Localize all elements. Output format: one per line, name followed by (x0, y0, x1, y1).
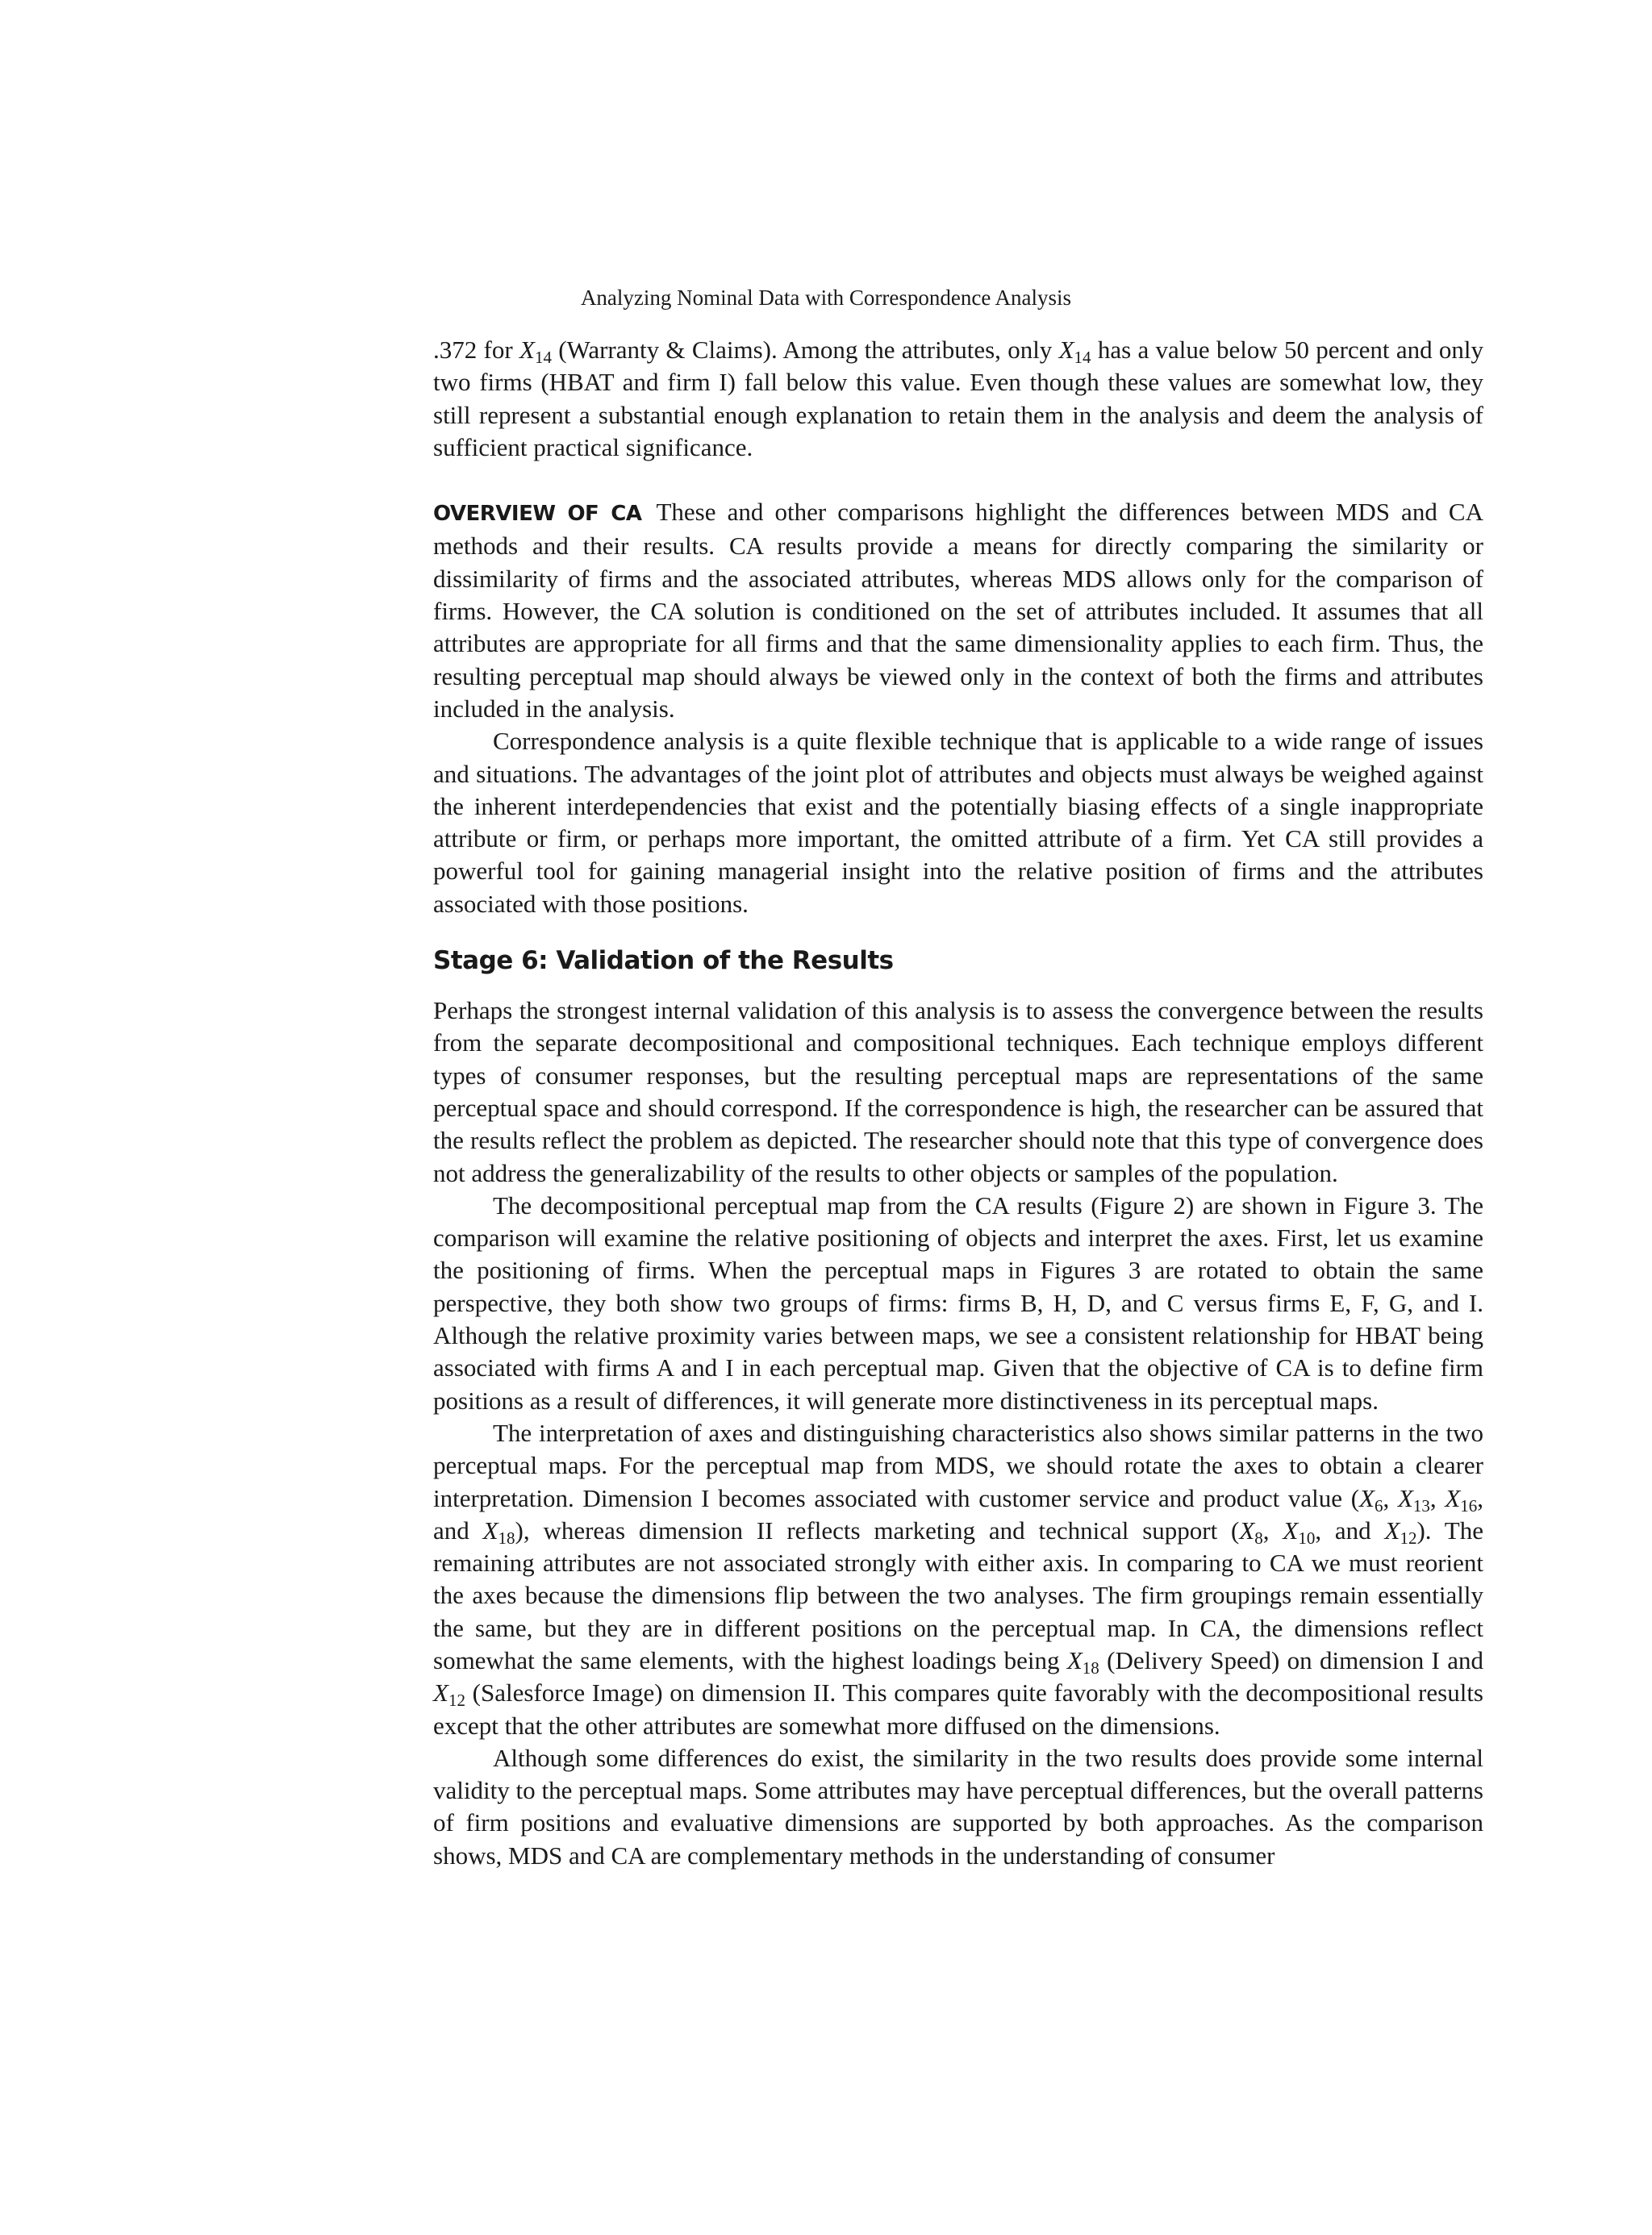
paragraph-continuation: .372 for $X_{14}$ (Warranty & Claims). Among the attributes, only $X_{14}$ has a value below 50 percent and only two firms (HBAT and firm I) fall below this value. Even though these values are somewhat low, they still represent a substantial enough explanation to retain them in the analysis and deem the analysis of sufficient practical significance. (433, 336, 1483, 461)
paragraph-overview (433, 496, 1483, 725)
overview-text: These and other comparisons highlight the differences between MDS and CA methods and their results. CA results provide a means for directly comparing the similarity or dissimilarity of firms and the associated attributes, whereas MDS allows only for the comparison of firms. However, the CA solution is conditioned on the set of attributes included. It assumes that all attributes are appropriate for all firms and that the same dimensionality applies to each firm. Thus, the resulting perceptual map should always be viewed only in the context of both the firms and attributes included in the analysis. (433, 498, 1483, 723)
paragraph-conclusion: Although some differences do exist, the similarity in the two results does provide some internal validity to the perceptual maps. Some attributes may have perceptual differences, but the overall patterns of firm positions and evaluative dimensions are supported by both approaches. As the comparison shows, MDS and CA are complementary methods in the understanding of consumer (433, 1743, 1483, 1870)
page-body (433, 334, 1483, 1872)
paragraph-validation: Perhaps the strongest internal validation of this analysis is to assess the convergence between the results from the separate decompositional and compositional techniques. Each technique employs different types of consumer responses, but the resulting perceptual maps are representations of the same perceptual space and should correspond. If the correspondence is high, the researcher can be assured that the results reflect the problem as depicted. The researcher should note that this type of convergence does not address the generalizability of the results to other objects or samples of the population. (433, 996, 1483, 1187)
run-in-heading-overview: OVERVIEW OF CA (433, 502, 642, 527)
running-head: Analyzing Nominal Data with Correspondence Analysis (580, 286, 1072, 310)
paragraph-flexibility: Correspondence analysis is a quite flexible technique that is applicable to a wide range of issues and situations. The advantages of the joint plot of attributes and objects must always be weighed against the inherent interdependencies that exist and the potentially biasing effects of a single inappropriate attribute or firm, or perhaps more important, the omitted attribute of a firm. Yet CA still provides a powerful tool for gaining managerial insight into the relative position of firms and the attributes associated with those positions. (433, 727, 1483, 918)
section-heading-stage6: Stage 6: Validation of the Results (433, 946, 894, 976)
paragraph-decompositional-map: The decompositional perceptual map from the CA results (Figure 2) are shown in Figure 3. The comparison will examine the relative positioning of objects and interpret the axes. First, let us examine the positioning of firms. When the perceptual maps in Figures 3 are rotated to obtain the same perspective, they both show two groups of firms: firms B, H, D, and C versus firms E, F, G, and I. Although the relative proximity varies between maps, we see a consistent relationship for HBAT being associated with firms A and I in each perceptual map. Given that the objective of CA is to define firm positions as a result of differences, it will generate more distinctiveness in its perceptual maps. (433, 1190, 1483, 1415)
paragraph-axes-interpretation: The interpretation of axes and distinguishing characteristics also shows similar patterns in the two perceptual maps. For the perceptual map from MDS, we should rotate the axes to obtain a clearer interpretation. Dimension I becomes associated with customer service and product value ($X_6$, $X_{13}$, $X_{16}$, and $X_{18}$), whereas dimension II reflects marketing and technical support ($X_8$, $X_{10}$, and $X_{12}$). The remaining attributes are not associated strongly with either axis. In comparing to CA we must reorient the axes because the dimensions flip between the two analyses. The firm groupings remain essentially the same, but they are in different positions on the perceptual map. In CA, the dimensions reflect somewhat the same elements, with the highest loadings being $X_{18}$ (Delivery Speed) on dimension I and $X_{12}$ (Salesforce Image) on dimension II. This compares quite favorably with the decompositional results except that the other attributes are somewhat more diffused on the dimensions. (433, 1418, 1484, 1740)
